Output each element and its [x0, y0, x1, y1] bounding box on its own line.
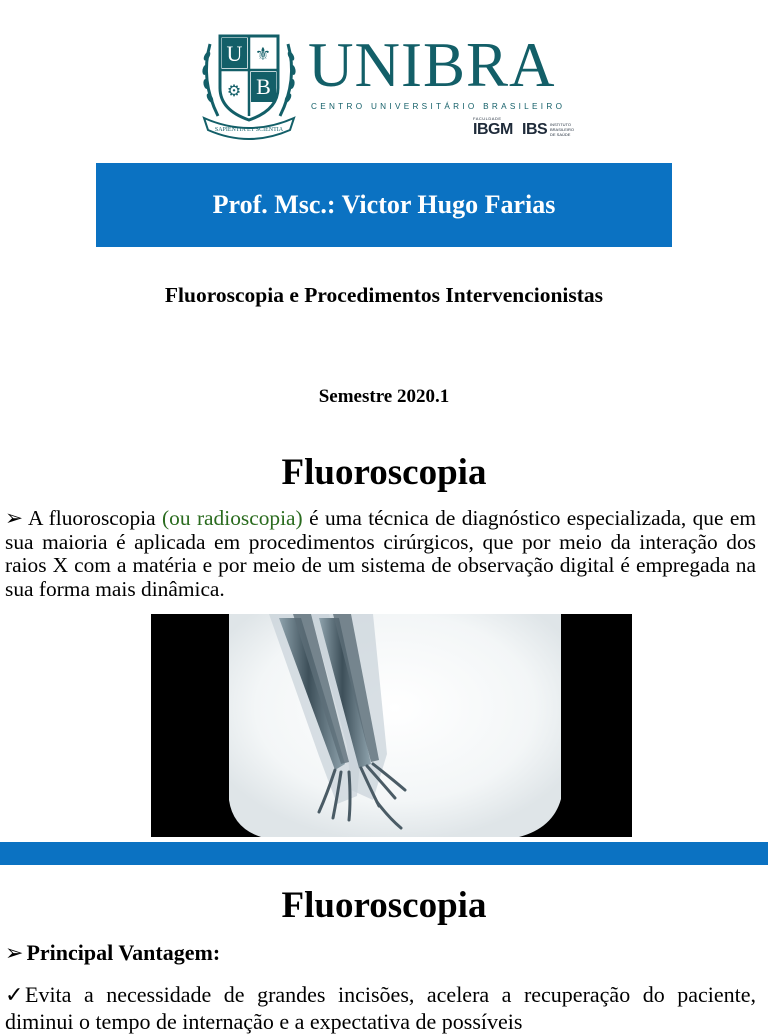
logo-wordmark: UNIBRA	[308, 30, 556, 100]
xray-forearm-image	[151, 614, 632, 837]
logo-subtitle: CENTRO UNIVERSITÁRIO BRASILEIRO	[311, 102, 566, 111]
svg-text:B: B	[256, 74, 271, 99]
fluoroscopy-image	[151, 614, 632, 837]
crest-icon	[198, 30, 300, 142]
faculdade-label: FACULDADE	[473, 116, 502, 121]
paragraph-highlight: (ou radioscopia)	[162, 506, 303, 530]
partner-ibgm-logo: IBGM	[473, 121, 513, 138]
semester-label: Semestre 2020.1	[318, 386, 450, 407]
slide-divider	[0, 842, 768, 865]
arrow-bullet-icon: ➢	[5, 506, 23, 530]
professor-name: Prof. Msc.: Victor Hugo Farias	[212, 190, 556, 219]
partner-ibs-description: INSTITUTO BRASILEIRO DE SAÚDE	[550, 122, 575, 137]
svg-text:SAPIENTIA ET SCIENTIA: SAPIENTIA ET SCIENTIA	[214, 127, 284, 133]
paragraph-text-start: A fluoroscopia	[28, 506, 163, 530]
svg-text:⚜: ⚜	[254, 44, 272, 65]
advantage-heading-text: Principal Vantagem:	[26, 940, 221, 965]
checkmark-icon: ✓	[5, 982, 24, 1007]
professor-banner	[96, 163, 672, 247]
slide-heading-2: Fluoroscopia	[281, 885, 487, 926]
partner-ibs-logo: IBS	[522, 121, 548, 138]
advantage-text: Evita a necessidade de grandes incisões, acelera a recuperação do paciente, diminui o tempo de internação e a expectativa de possíveis	[5, 982, 756, 1034]
advantage-heading	[5, 940, 220, 966]
svg-text:U: U	[226, 41, 243, 66]
course-title: Fluoroscopia e Procedimentos Intervencionistas	[164, 283, 604, 307]
arrow-bullet-icon: ➢	[5, 940, 24, 965]
advantage-item	[5, 981, 756, 1035]
definition-paragraph	[5, 507, 756, 601]
paragraph-text-end: é uma técnica de diagnóstico especializada, que em sua maioria é aplicada em procedimentos cirúrgicos, que por meio da interação dos raios X com a matéria e por meio de um sistema de observação digital é empregada na sua forma mais dinâmica.	[5, 506, 756, 601]
unibra-logo	[198, 30, 578, 142]
slide-heading: Fluoroscopia	[281, 452, 487, 493]
svg-text:⚙: ⚙	[226, 81, 242, 100]
